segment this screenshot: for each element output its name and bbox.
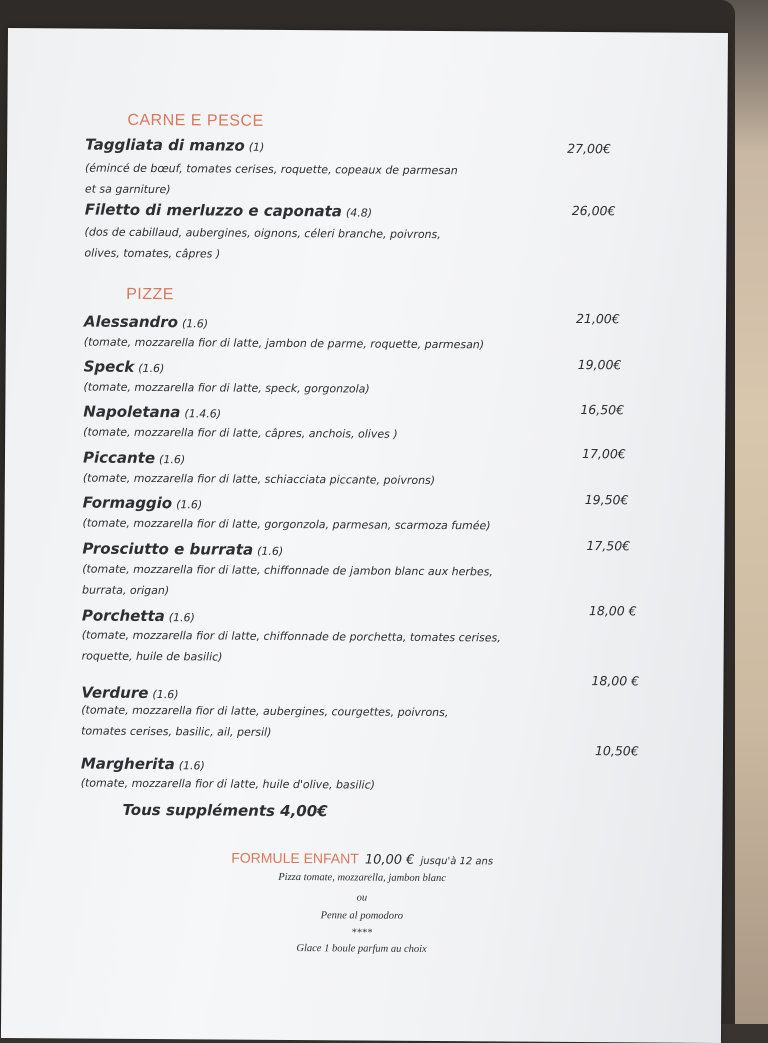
menu-item-price: 27,00€ <box>567 140 611 157</box>
kids-formula-line: Glace 1 boule parfum au choix <box>296 943 427 955</box>
menu-item-description: (tomate, mozzarella fior di latte, jambon de parme, roquette, parmesan) <box>83 335 485 352</box>
menu-item-name: Verdure (1.6) <box>81 683 179 702</box>
menu-item-description: (dos de cabillaud, aubergines, oignons, céleri branche, poivrons, olives, tomates, câpres ) <box>84 225 441 261</box>
menu-item-name: Speck (1.6) <box>83 357 165 376</box>
section-title-carne: CARNE E PESCE <box>127 111 264 130</box>
kids-formula-line: ou <box>356 892 368 904</box>
menu-item-description: (tomate, mozzarella fior di latte, câpres, anchois, olives ) <box>83 425 398 441</box>
menu-item-name: Margherita (1.6) <box>80 754 205 774</box>
kids-formula-title: FORMULE ENFANT <box>231 849 359 867</box>
supplements-note: Tous suppléments 4,00€ <box>122 800 328 821</box>
menu-item-description: (tomate, mozzarella fior di latte, chiffonnade de porchetta, tomates cerises, roquette, huile de basilic) <box>81 628 501 664</box>
menu-item-price: 19,00€ <box>577 356 622 373</box>
kids-formula-age: jusqu'à 12 ans <box>420 855 494 868</box>
menu-item-description: (tomate, mozzarella fior di latte, aubergines, courgettes, poivrons, tomates cerises, basilic, ail, persil) <box>81 703 449 739</box>
menu-page <box>1 28 728 1043</box>
menu-item-description: (tomate, mozzarella fior di latte, chiffonnade de jambon blanc aux herbes, burrata, origan) <box>82 562 493 598</box>
menu-item-name: Formaggio (1.6) <box>82 493 203 513</box>
kids-formula-header <box>2 846 722 870</box>
menu-item-name: Napoletana (1.4.6) <box>83 402 222 422</box>
menu-content <box>1 28 728 1043</box>
menu-item-price: 17,50€ <box>586 538 631 554</box>
menu-item-description: (tomate, mozzarella fior di latte, schiacciata piccante, poivrons) <box>82 471 436 487</box>
menu-item-name: Filetto di merluzzo e caponata (4.8) <box>84 200 373 221</box>
menu-item-price: 17,00€ <box>581 446 626 462</box>
menu-item-price: 21,00€ <box>575 310 620 327</box>
menu-item-description: (tomate, mozzarella fior di latte, speck, gorgonzola) <box>83 380 370 396</box>
menu-item-price: 16,50€ <box>580 402 625 418</box>
menu-item-price: 10,50€ <box>594 743 639 759</box>
menu-item-description: (émincé de bœuf, tomates cerises, roquette, copeaux de parmesan et sa garniture) <box>84 161 458 197</box>
menu-item-description: (tomate, mozzarella fior di latte, gorgonzola, parmesan, scarmoza fumée) <box>82 516 491 533</box>
menu-item-name: Piccante (1.6) <box>82 448 186 468</box>
menu-item-name: Taggliata di manzo (1) <box>85 135 265 155</box>
kids-formula-line: Penne al pomodoro <box>320 910 404 922</box>
menu-item-price: 19,50€ <box>584 492 629 508</box>
kids-formula-line: **** <box>351 927 373 939</box>
menu-item-name: Prosciutto e burrata (1.6) <box>82 539 284 559</box>
menu-item-price: 26,00€ <box>571 202 616 219</box>
menu-item-price: 18,00 € <box>591 673 640 689</box>
menu-item-name: Alessandro (1.6) <box>83 312 209 332</box>
section-title-pizze: PIZZE <box>126 285 175 304</box>
kids-formula-price: 10,00 € <box>364 852 415 868</box>
menu-item-description: (tomate, mozzarella fior di latte, huile d'olive, basilic) <box>80 776 375 792</box>
menu-item-name: Porchetta (1.6) <box>81 606 195 626</box>
menu-item-price: 18,00 € <box>588 603 637 619</box>
kids-formula-line: Pizza tomate, mozzarella, jambon blanc <box>278 871 446 885</box>
